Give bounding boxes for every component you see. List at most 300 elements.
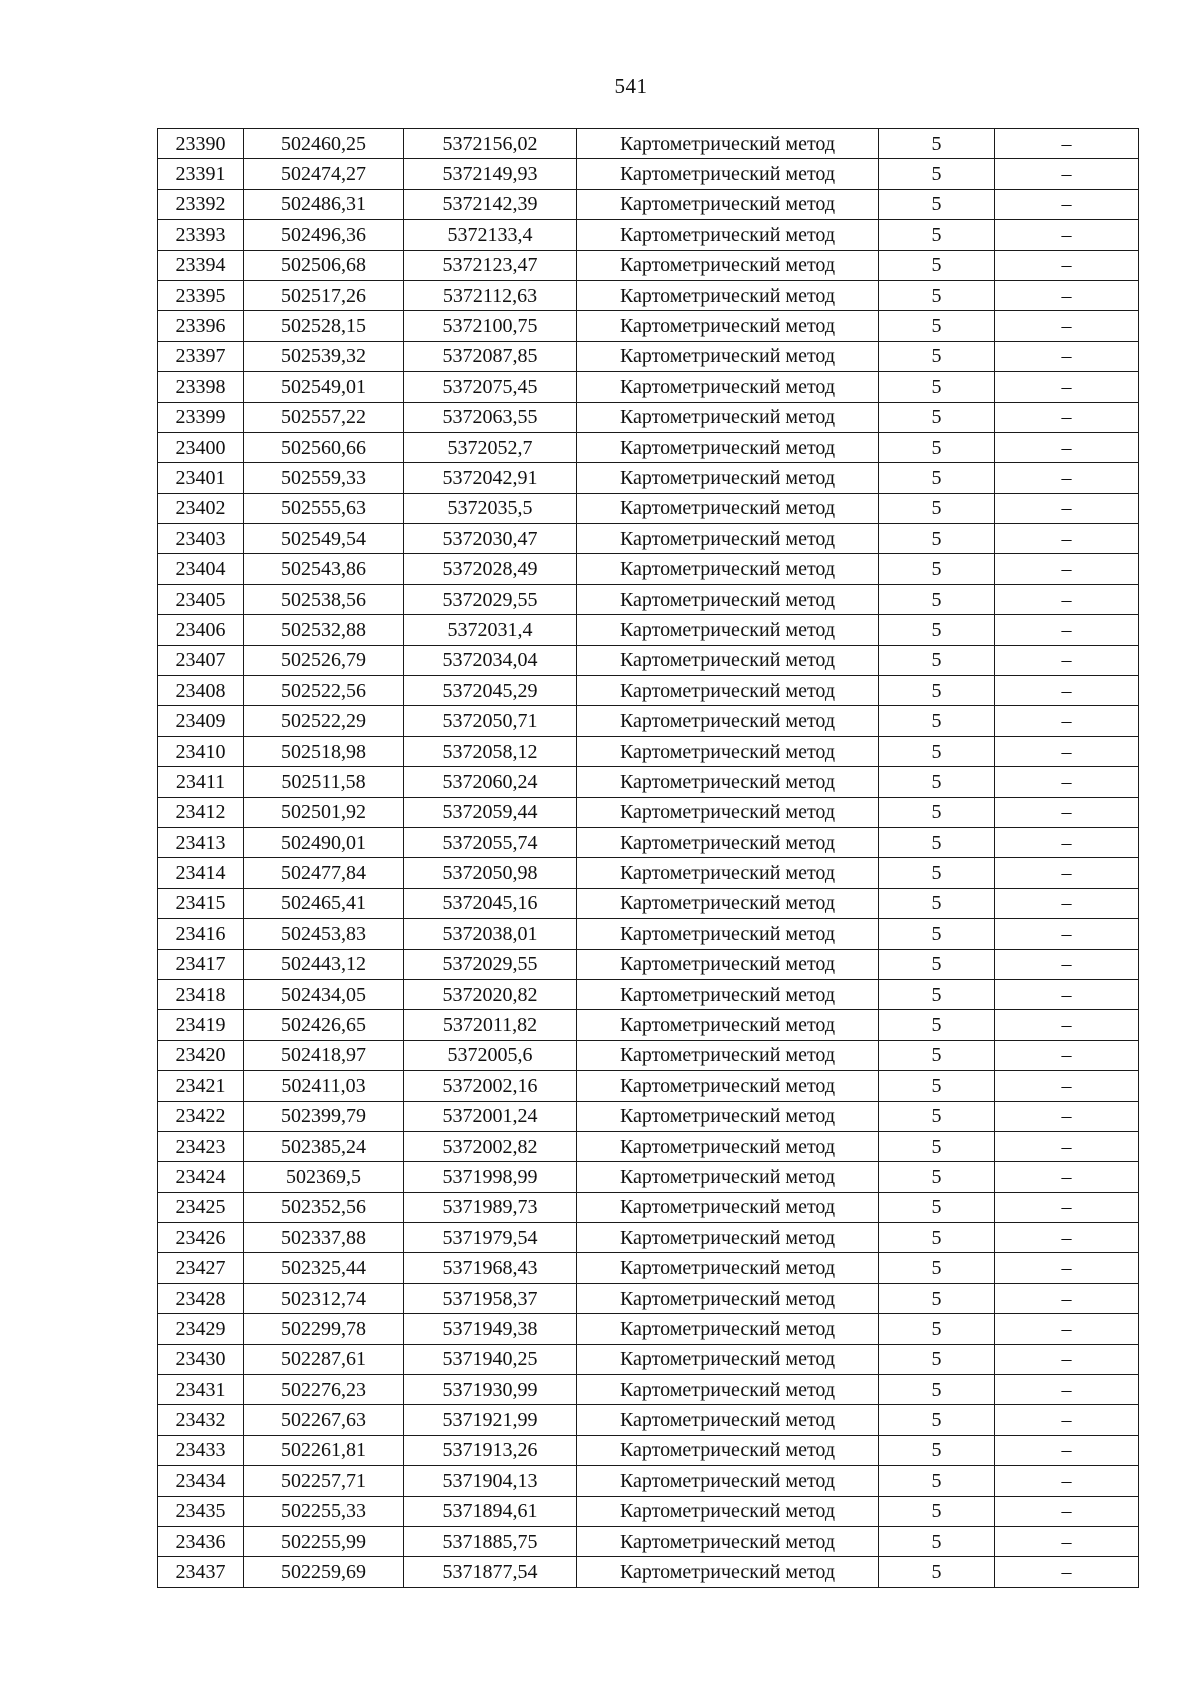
table-row [158, 979, 1139, 1009]
method-cell: Картометрический метод [577, 402, 879, 432]
accuracy-cell: 5 [879, 1375, 995, 1405]
y-coordinate-cell: 5372011,82 [404, 1010, 577, 1040]
method-cell: Картометрический метод [577, 524, 879, 554]
method-cell: Картометрический метод [577, 1192, 879, 1222]
note-cell: – [995, 402, 1139, 432]
method-cell: Картометрический метод [577, 189, 879, 219]
y-coordinate-cell: 5372063,55 [404, 402, 577, 432]
point-number-cell: 23430 [158, 1344, 244, 1374]
x-coordinate-cell: 502490,01 [244, 827, 404, 857]
table-row [158, 584, 1139, 614]
point-number-cell: 23408 [158, 676, 244, 706]
y-coordinate-cell: 5372060,24 [404, 767, 577, 797]
x-coordinate-cell: 502453,83 [244, 919, 404, 949]
y-coordinate-cell: 5371958,37 [404, 1283, 577, 1313]
note-cell: – [995, 736, 1139, 766]
table-row [158, 949, 1139, 979]
note-cell: – [995, 1101, 1139, 1131]
note-cell: – [995, 372, 1139, 402]
method-cell: Картометрический метод [577, 432, 879, 462]
table-row [158, 1557, 1139, 1587]
table-row [158, 1223, 1139, 1253]
point-number-cell: 23398 [158, 372, 244, 402]
accuracy-cell: 5 [879, 1223, 995, 1253]
y-coordinate-cell: 5372028,49 [404, 554, 577, 584]
point-number-cell: 23391 [158, 159, 244, 189]
x-coordinate-cell: 502522,29 [244, 706, 404, 736]
method-cell: Картометрический метод [577, 1283, 879, 1313]
accuracy-cell: 5 [879, 432, 995, 462]
accuracy-cell: 5 [879, 1283, 995, 1313]
point-number-cell: 23437 [158, 1557, 244, 1587]
method-cell: Картометрический метод [577, 615, 879, 645]
x-coordinate-cell: 502418,97 [244, 1040, 404, 1070]
y-coordinate-cell: 5372087,85 [404, 341, 577, 371]
accuracy-cell: 5 [879, 1101, 995, 1131]
coordinates-table [157, 128, 1139, 1588]
method-cell: Картометрический метод [577, 311, 879, 341]
note-cell: – [995, 645, 1139, 675]
note-cell: – [995, 949, 1139, 979]
point-number-cell: 23415 [158, 888, 244, 918]
accuracy-cell: 5 [879, 676, 995, 706]
x-coordinate-cell: 502539,32 [244, 341, 404, 371]
note-cell: – [995, 706, 1139, 736]
table-row [158, 493, 1139, 523]
y-coordinate-cell: 5372050,98 [404, 858, 577, 888]
coordinates-table-body [158, 129, 1139, 1588]
point-number-cell: 23425 [158, 1192, 244, 1222]
note-cell: – [995, 1131, 1139, 1161]
table-row [158, 706, 1139, 736]
table-row [158, 1405, 1139, 1435]
table-row [158, 858, 1139, 888]
y-coordinate-cell: 5372052,7 [404, 432, 577, 462]
point-number-cell: 23426 [158, 1223, 244, 1253]
method-cell: Картометрический метод [577, 797, 879, 827]
method-cell: Картометрический метод [577, 1223, 879, 1253]
y-coordinate-cell: 5372001,24 [404, 1101, 577, 1131]
point-number-cell: 23411 [158, 767, 244, 797]
point-number-cell: 23409 [158, 706, 244, 736]
accuracy-cell: 5 [879, 463, 995, 493]
table-row [158, 615, 1139, 645]
table-row [158, 189, 1139, 219]
y-coordinate-cell: 5372156,02 [404, 129, 577, 159]
table-row [158, 797, 1139, 827]
y-coordinate-cell: 5372035,5 [404, 493, 577, 523]
y-coordinate-cell: 5372055,74 [404, 827, 577, 857]
x-coordinate-cell: 502434,05 [244, 979, 404, 1009]
point-number-cell: 23420 [158, 1040, 244, 1070]
accuracy-cell: 5 [879, 402, 995, 432]
x-coordinate-cell: 502287,61 [244, 1344, 404, 1374]
accuracy-cell: 5 [879, 554, 995, 584]
point-number-cell: 23407 [158, 645, 244, 675]
accuracy-cell: 5 [879, 189, 995, 219]
note-cell: – [995, 888, 1139, 918]
note-cell: – [995, 827, 1139, 857]
y-coordinate-cell: 5371930,99 [404, 1375, 577, 1405]
x-coordinate-cell: 502426,65 [244, 1010, 404, 1040]
accuracy-cell: 5 [879, 1496, 995, 1526]
point-number-cell: 23406 [158, 615, 244, 645]
note-cell: – [995, 129, 1139, 159]
note-cell: – [995, 919, 1139, 949]
method-cell: Картометрический метод [577, 736, 879, 766]
table-row [158, 1010, 1139, 1040]
method-cell: Картометрический метод [577, 584, 879, 614]
point-number-cell: 23418 [158, 979, 244, 1009]
note-cell: – [995, 1526, 1139, 1556]
accuracy-cell: 5 [879, 1435, 995, 1465]
accuracy-cell: 5 [879, 311, 995, 341]
note-cell: – [995, 280, 1139, 310]
method-cell: Картометрический метод [577, 129, 879, 159]
table-row [158, 1162, 1139, 1192]
note-cell: – [995, 615, 1139, 645]
note-cell: – [995, 1496, 1139, 1526]
x-coordinate-cell: 502299,78 [244, 1314, 404, 1344]
accuracy-cell: 5 [879, 767, 995, 797]
method-cell: Картометрический метод [577, 858, 879, 888]
method-cell: Картометрический метод [577, 827, 879, 857]
table-row [158, 159, 1139, 189]
method-cell: Картометрический метод [577, 159, 879, 189]
method-cell: Картометрический метод [577, 888, 879, 918]
x-coordinate-cell: 502261,81 [244, 1435, 404, 1465]
y-coordinate-cell: 5372075,45 [404, 372, 577, 402]
accuracy-cell: 5 [879, 341, 995, 371]
y-coordinate-cell: 5371913,26 [404, 1435, 577, 1465]
accuracy-cell: 5 [879, 1010, 995, 1040]
method-cell: Картометрический метод [577, 463, 879, 493]
note-cell: – [995, 1557, 1139, 1587]
y-coordinate-cell: 5371894,61 [404, 1496, 577, 1526]
x-coordinate-cell: 502549,54 [244, 524, 404, 554]
point-number-cell: 23424 [158, 1162, 244, 1192]
y-coordinate-cell: 5371968,43 [404, 1253, 577, 1283]
accuracy-cell: 5 [879, 1071, 995, 1101]
table-row [158, 311, 1139, 341]
y-coordinate-cell: 5372133,4 [404, 220, 577, 250]
table-row [158, 1435, 1139, 1465]
note-cell: – [995, 1283, 1139, 1313]
y-coordinate-cell: 5372059,44 [404, 797, 577, 827]
accuracy-cell: 5 [879, 706, 995, 736]
x-coordinate-cell: 502543,86 [244, 554, 404, 584]
table-row [158, 554, 1139, 584]
y-coordinate-cell: 5372058,12 [404, 736, 577, 766]
x-coordinate-cell: 502399,79 [244, 1101, 404, 1131]
point-number-cell: 23392 [158, 189, 244, 219]
table-row [158, 250, 1139, 280]
accuracy-cell: 5 [879, 280, 995, 310]
method-cell: Картометрический метод [577, 493, 879, 523]
method-cell: Картометрический метод [577, 767, 879, 797]
y-coordinate-cell: 5371998,99 [404, 1162, 577, 1192]
note-cell: – [995, 1071, 1139, 1101]
note-cell: – [995, 676, 1139, 706]
accuracy-cell: 5 [879, 1162, 995, 1192]
method-cell: Картометрический метод [577, 341, 879, 371]
x-coordinate-cell: 502255,33 [244, 1496, 404, 1526]
accuracy-cell: 5 [879, 888, 995, 918]
method-cell: Картометрический метод [577, 372, 879, 402]
y-coordinate-cell: 5371885,75 [404, 1526, 577, 1556]
accuracy-cell: 5 [879, 524, 995, 554]
method-cell: Картометрический метод [577, 979, 879, 1009]
note-cell: – [995, 1162, 1139, 1192]
table-row [158, 1526, 1139, 1556]
accuracy-cell: 5 [879, 1192, 995, 1222]
table-row [158, 1192, 1139, 1222]
point-number-cell: 23402 [158, 493, 244, 523]
table-row [158, 402, 1139, 432]
table-row [158, 676, 1139, 706]
point-number-cell: 23431 [158, 1375, 244, 1405]
point-number-cell: 23397 [158, 341, 244, 371]
point-number-cell: 23436 [158, 1526, 244, 1556]
table-row [158, 432, 1139, 462]
table-row [158, 341, 1139, 371]
method-cell: Картометрический метод [577, 1466, 879, 1496]
x-coordinate-cell: 502337,88 [244, 1223, 404, 1253]
note-cell: – [995, 584, 1139, 614]
x-coordinate-cell: 502560,66 [244, 432, 404, 462]
y-coordinate-cell: 5372005,6 [404, 1040, 577, 1070]
note-cell: – [995, 979, 1139, 1009]
x-coordinate-cell: 502257,71 [244, 1466, 404, 1496]
note-cell: – [995, 1344, 1139, 1374]
x-coordinate-cell: 502517,26 [244, 280, 404, 310]
table-row [158, 1496, 1139, 1526]
note-cell: – [995, 250, 1139, 280]
note-cell: – [995, 311, 1139, 341]
note-cell: – [995, 1223, 1139, 1253]
note-cell: – [995, 1010, 1139, 1040]
note-cell: – [995, 858, 1139, 888]
y-coordinate-cell: 5372002,16 [404, 1071, 577, 1101]
point-number-cell: 23421 [158, 1071, 244, 1101]
point-number-cell: 23432 [158, 1405, 244, 1435]
method-cell: Картометрический метод [577, 949, 879, 979]
x-coordinate-cell: 502506,68 [244, 250, 404, 280]
point-number-cell: 23417 [158, 949, 244, 979]
note-cell: – [995, 1253, 1139, 1283]
method-cell: Картометрический метод [577, 1131, 879, 1161]
point-number-cell: 23433 [158, 1435, 244, 1465]
note-cell: – [995, 1040, 1139, 1070]
note-cell: – [995, 767, 1139, 797]
y-coordinate-cell: 5371989,73 [404, 1192, 577, 1222]
table-row [158, 1040, 1139, 1070]
point-number-cell: 23405 [158, 584, 244, 614]
table-row [158, 736, 1139, 766]
note-cell: – [995, 797, 1139, 827]
note-cell: – [995, 1192, 1139, 1222]
accuracy-cell: 5 [879, 372, 995, 402]
table-row [158, 280, 1139, 310]
accuracy-cell: 5 [879, 797, 995, 827]
accuracy-cell: 5 [879, 250, 995, 280]
table-row [158, 888, 1139, 918]
x-coordinate-cell: 502549,01 [244, 372, 404, 402]
x-coordinate-cell: 502385,24 [244, 1131, 404, 1161]
accuracy-cell: 5 [879, 615, 995, 645]
table-row [158, 827, 1139, 857]
y-coordinate-cell: 5372029,55 [404, 949, 577, 979]
note-cell: – [995, 554, 1139, 584]
x-coordinate-cell: 502267,63 [244, 1405, 404, 1435]
table-row [158, 372, 1139, 402]
point-number-cell: 23416 [158, 919, 244, 949]
y-coordinate-cell: 5372045,16 [404, 888, 577, 918]
y-coordinate-cell: 5371949,38 [404, 1314, 577, 1344]
x-coordinate-cell: 502511,58 [244, 767, 404, 797]
point-number-cell: 23427 [158, 1253, 244, 1283]
table-row [158, 1101, 1139, 1131]
note-cell: – [995, 1405, 1139, 1435]
accuracy-cell: 5 [879, 645, 995, 675]
method-cell: Картометрический метод [577, 1040, 879, 1070]
table-row [158, 220, 1139, 250]
point-number-cell: 23428 [158, 1283, 244, 1313]
method-cell: Картометрический метод [577, 706, 879, 736]
table-row [158, 1344, 1139, 1374]
point-number-cell: 23422 [158, 1101, 244, 1131]
x-coordinate-cell: 502555,63 [244, 493, 404, 523]
x-coordinate-cell: 502276,23 [244, 1375, 404, 1405]
method-cell: Картометрический метод [577, 250, 879, 280]
y-coordinate-cell: 5372050,71 [404, 706, 577, 736]
point-number-cell: 23394 [158, 250, 244, 280]
x-coordinate-cell: 502528,15 [244, 311, 404, 341]
method-cell: Картометрический метод [577, 1314, 879, 1344]
x-coordinate-cell: 502369,5 [244, 1162, 404, 1192]
accuracy-cell: 5 [879, 979, 995, 1009]
note-cell: – [995, 1466, 1139, 1496]
method-cell: Картометрический метод [577, 1101, 879, 1131]
point-number-cell: 23434 [158, 1466, 244, 1496]
accuracy-cell: 5 [879, 1253, 995, 1283]
y-coordinate-cell: 5372149,93 [404, 159, 577, 189]
table-row [158, 767, 1139, 797]
table-row [158, 129, 1139, 159]
point-number-cell: 23429 [158, 1314, 244, 1344]
y-coordinate-cell: 5372034,04 [404, 645, 577, 675]
point-number-cell: 23396 [158, 311, 244, 341]
point-number-cell: 23435 [158, 1496, 244, 1526]
accuracy-cell: 5 [879, 159, 995, 189]
y-coordinate-cell: 5372029,55 [404, 584, 577, 614]
x-coordinate-cell: 502477,84 [244, 858, 404, 888]
accuracy-cell: 5 [879, 220, 995, 250]
y-coordinate-cell: 5371921,99 [404, 1405, 577, 1435]
y-coordinate-cell: 5372002,82 [404, 1131, 577, 1161]
note-cell: – [995, 159, 1139, 189]
y-coordinate-cell: 5371904,13 [404, 1466, 577, 1496]
method-cell: Картометрический метод [577, 220, 879, 250]
x-coordinate-cell: 502557,22 [244, 402, 404, 432]
y-coordinate-cell: 5372045,29 [404, 676, 577, 706]
point-number-cell: 23404 [158, 554, 244, 584]
note-cell: – [995, 1375, 1139, 1405]
accuracy-cell: 5 [879, 919, 995, 949]
point-number-cell: 23395 [158, 280, 244, 310]
point-number-cell: 23412 [158, 797, 244, 827]
accuracy-cell: 5 [879, 1405, 995, 1435]
x-coordinate-cell: 502526,79 [244, 645, 404, 675]
accuracy-cell: 5 [879, 1131, 995, 1161]
accuracy-cell: 5 [879, 129, 995, 159]
point-number-cell: 23399 [158, 402, 244, 432]
note-cell: – [995, 432, 1139, 462]
table-row [158, 1466, 1139, 1496]
note-cell: – [995, 220, 1139, 250]
x-coordinate-cell: 502474,27 [244, 159, 404, 189]
point-number-cell: 23390 [158, 129, 244, 159]
y-coordinate-cell: 5372112,63 [404, 280, 577, 310]
point-number-cell: 23400 [158, 432, 244, 462]
method-cell: Картометрический метод [577, 1344, 879, 1374]
method-cell: Картометрический метод [577, 1557, 879, 1587]
y-coordinate-cell: 5372038,01 [404, 919, 577, 949]
y-coordinate-cell: 5371940,25 [404, 1344, 577, 1374]
x-coordinate-cell: 502538,56 [244, 584, 404, 614]
note-cell: – [995, 1435, 1139, 1465]
point-number-cell: 23413 [158, 827, 244, 857]
accuracy-cell: 5 [879, 1040, 995, 1070]
x-coordinate-cell: 502501,92 [244, 797, 404, 827]
x-coordinate-cell: 502532,88 [244, 615, 404, 645]
note-cell: – [995, 463, 1139, 493]
table-row [158, 1375, 1139, 1405]
method-cell: Картометрический метод [577, 1405, 879, 1435]
x-coordinate-cell: 502559,33 [244, 463, 404, 493]
method-cell: Картометрический метод [577, 645, 879, 675]
x-coordinate-cell: 502460,25 [244, 129, 404, 159]
method-cell: Картометрический метод [577, 1162, 879, 1192]
accuracy-cell: 5 [879, 1466, 995, 1496]
point-number-cell: 23403 [158, 524, 244, 554]
table-row [158, 1071, 1139, 1101]
method-cell: Картометрический метод [577, 1253, 879, 1283]
method-cell: Картометрический метод [577, 676, 879, 706]
y-coordinate-cell: 5372042,91 [404, 463, 577, 493]
table-row [158, 463, 1139, 493]
y-coordinate-cell: 5371979,54 [404, 1223, 577, 1253]
note-cell: – [995, 524, 1139, 554]
point-number-cell: 23414 [158, 858, 244, 888]
y-coordinate-cell: 5372100,75 [404, 311, 577, 341]
accuracy-cell: 5 [879, 858, 995, 888]
table-row [158, 645, 1139, 675]
table-row [158, 1253, 1139, 1283]
page-number: 541 [614, 74, 648, 98]
method-cell: Картометрический метод [577, 1526, 879, 1556]
point-number-cell: 23410 [158, 736, 244, 766]
accuracy-cell: 5 [879, 1526, 995, 1556]
x-coordinate-cell: 502352,56 [244, 1192, 404, 1222]
y-coordinate-cell: 5372142,39 [404, 189, 577, 219]
accuracy-cell: 5 [879, 584, 995, 614]
y-coordinate-cell: 5371877,54 [404, 1557, 577, 1587]
x-coordinate-cell: 502255,99 [244, 1526, 404, 1556]
x-coordinate-cell: 502465,41 [244, 888, 404, 918]
point-number-cell: 23419 [158, 1010, 244, 1040]
accuracy-cell: 5 [879, 493, 995, 523]
